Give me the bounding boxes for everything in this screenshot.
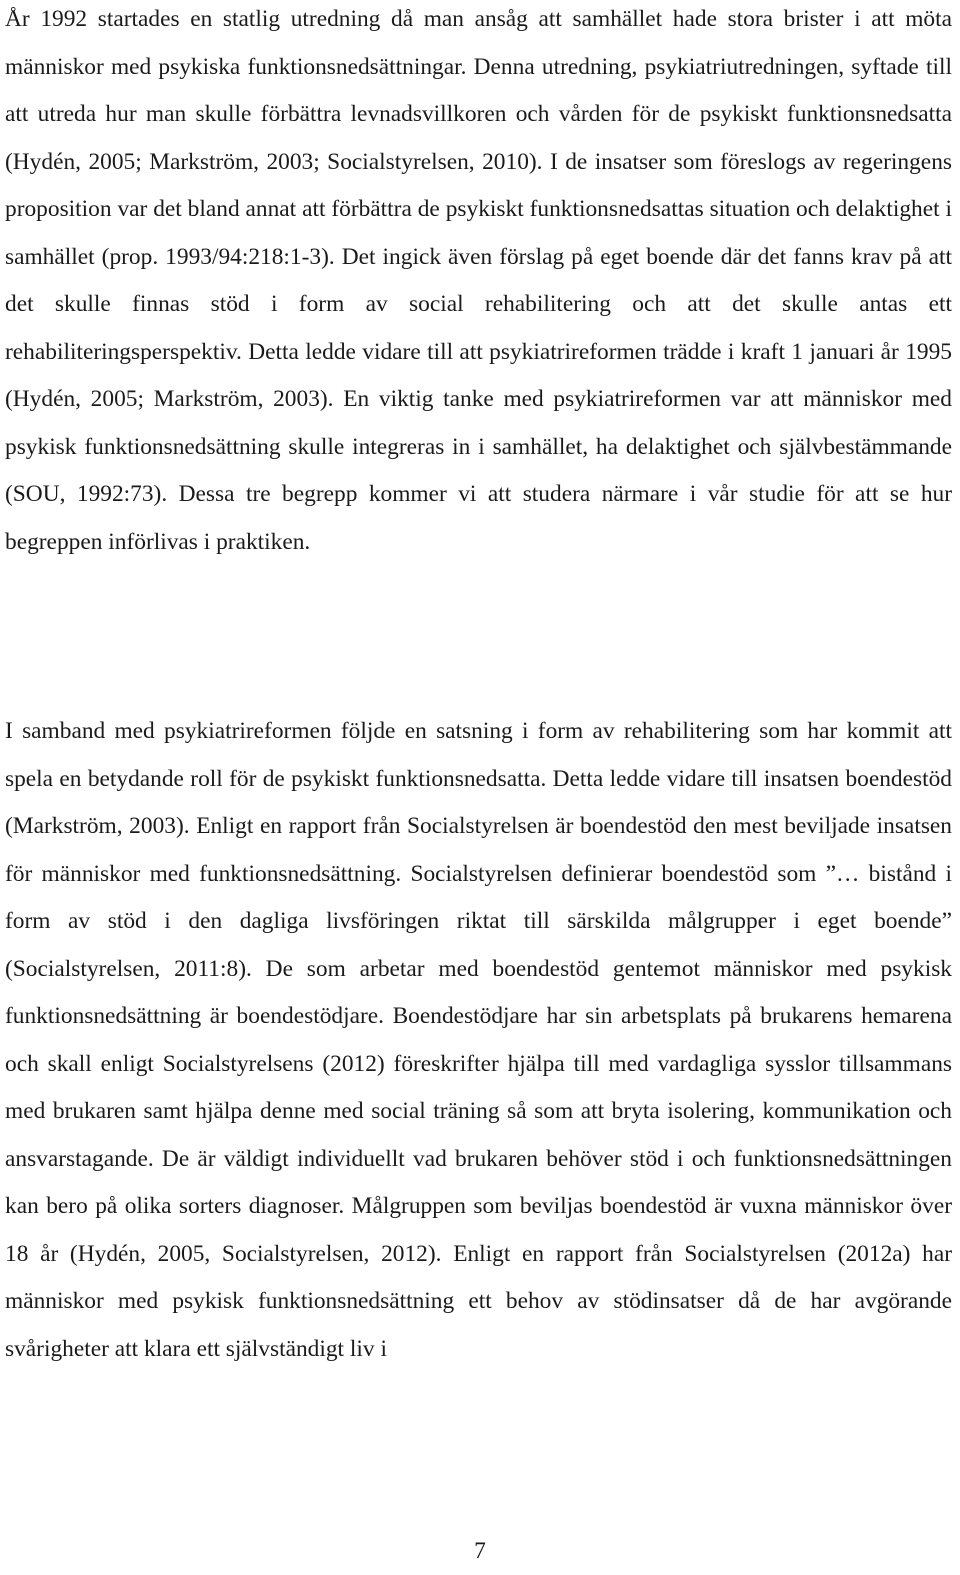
body-paragraph-2: I samband med psykiatrireformen följde en satsning i form av rehabilitering som har kommit att spela en betydande roll för de psykiskt funktionsnedsatta. Detta ledde vidare till insatsen boendestöd (Markström, 2003). Enligt en rapport från Socialstyrelsen är boendestöd den mest beviljade insatsen för människor med funktionsnedsättning. Socialstyrelsen definierar boendestöd som ”… bistånd i form av stöd i den dagliga livsföringen riktat till särskilda målgrupper i eget boende” (Socialstyrelsen, 2011:8). De som arbetar med boendestöd gentemot människor med psykisk funktionsnedsättning är boendestödjare. Boendestödjare har sin arbetsplats på brukarens hemarena och skall enligt Socialstyrelsens (2012) föreskrifter hjälpa till med vardagliga sysslor tillsammans med brukaren samt hjälpa denne med social träning så som att bryta isolering, kommunikation och ansvarstagande. De är väldigt individuellt vad brukaren behöver stöd i och funktionsnedsättningen kan bero på olika sorters diagnoser. Målgruppen som beviljas boendestöd är vuxna människor över 18 år (Hydén, 2005, Socialstyrelsen, 2012). Enligt en rapport från Socialstyrelsen (2012a) har människor med psykisk funktionsnedsättning ett behov av stödinsatser då de har avgörande svårigheter att klara ett självständigt liv i	[5, 718, 952, 1362]
page-number: 7	[474, 1538, 486, 1564]
body-paragraph-1: År 1992 startades en statlig utredning då man ansåg att samhället hade stora brister i att möta människor med psykiska funktionsnedsättningar. Denna utredning, psykiatriutredningen, syftade till att utreda hur man skulle förbättra levnadsvillkoren och vården för de psykiskt funktionsnedsatta (Hydén, 2005; Markström, 2003; Socialstyrelsen, 2010). I de insatser som föreslogs av regeringens proposition var det bland annat att förbättra de psykiskt funktionsnedsattas situation och delaktighet i samhället (prop. 1993/94:218:1-3). Det ingick även förslag på eget boende där det fanns krav på att det skulle finnas stöd i form av social rehabilitering och att det skulle antas ett rehabiliteringsperspektiv. Detta ledde vidare till att psykiatrireformen trädde i kraft 1 januari år 1995 (Hydén, 2005; Markström, 2003). En viktig tanke med psykiatrireformen var att människor med psykisk funktionsnedsättning skulle integreras in i samhället, ha delaktighet och självbestämmande (SOU, 1992:73). Dessa tre begrepp kommer vi att studera närmare i vår studie för att se hur begreppen införlivas i praktiken.	[5, 6, 952, 555]
